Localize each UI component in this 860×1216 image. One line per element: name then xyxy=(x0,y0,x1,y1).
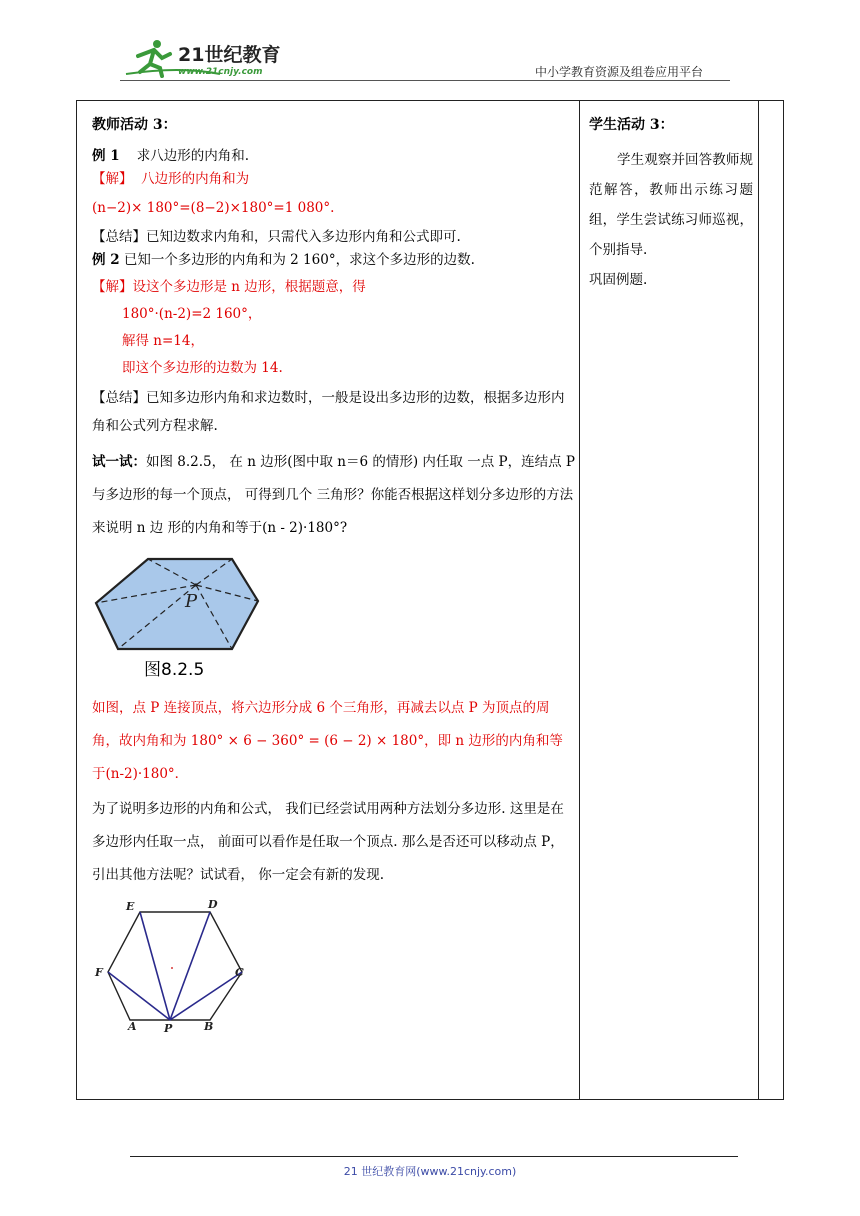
vertex-label-a: A xyxy=(128,1020,137,1032)
logo-text: 21世纪教育 xyxy=(178,44,281,66)
example-2-answer: 即这个多边形的边数为 14. xyxy=(122,360,283,376)
teacher-activity-cell xyxy=(92,114,576,1032)
method-paragraph: 为了说明多边形的内角和公式， 我们已经尝试用两种方法划分多边形. 这里是在多边形内任取一点， 前面可以看作是任取一个顶点. 那么是否还可以移动点 P， 引出其他方法呢？试试看， 你一定会有新的发现. xyxy=(92,801,564,883)
try-it-paragraph: 试一试：如图 8.2.5， 在 n 边形(图中取 n＝6 的情形) 内任取 一点 P，连结点 P 与多边形的每一个顶点， 可得到几个 三角形？你能否根据这样划分多边形的方法来说明 n 边 形的内角和等于(n - 2)·180°? xyxy=(92,454,575,536)
example-2: 例 2 已知一个多边形的内角和为 2 160°，求这个多边形的边数. xyxy=(92,252,475,268)
vertex-label-p: P xyxy=(164,1022,173,1032)
example-1-solution: 【解】 八边形的内角和为 xyxy=(92,171,250,187)
example-1: 例 1 求八边形的内角和. xyxy=(92,148,250,164)
hexagon-edge-point-figure xyxy=(92,896,252,1032)
figure-8-2-5-hexagon xyxy=(92,553,262,657)
vertex-label-b: B xyxy=(204,1020,214,1032)
vertex-label-c: C xyxy=(235,966,244,979)
student-activity-text: 学生观察并回答教师规范解答，教师出示练习题组，学生尝试练习师巡视，个别指导. xyxy=(589,152,753,258)
figure-caption: 图8.2.5 xyxy=(144,660,205,680)
vertex-label-d: D xyxy=(208,898,218,911)
point-p-label: P xyxy=(185,591,198,612)
header-divider xyxy=(120,80,730,81)
logo-url: www.21cnjy.com xyxy=(178,67,263,77)
column-divider xyxy=(758,100,759,1100)
footer-divider xyxy=(130,1156,738,1157)
teacher-heading: 教师活动 3： xyxy=(92,117,177,133)
red-explanation: 如图，点 P 连接顶点，将六边形分成 6 个三角形，再减去以点 P 为顶点的周角，故内角和为 180° × 6 − 360° = (6 − 2) × 180°，即 n 边形的内角和等于(n-2)·180°． xyxy=(92,700,563,782)
vertex-label-e: E xyxy=(126,900,135,913)
student-activity-note: 巩固例题. xyxy=(589,272,648,288)
platform-name: 中小学教育资源及组卷应用平台 xyxy=(535,65,704,79)
example-2-solve: 解得 n=14， xyxy=(122,333,204,349)
student-activity-cell xyxy=(589,114,753,295)
example-2-solution: 【解】设这个多边形是 n 边形，根据题意，得 xyxy=(92,279,366,295)
example-2-equation: 180°·(n-2)=2 160°， xyxy=(122,306,262,322)
student-heading: 学生活动 3： xyxy=(589,117,674,133)
summary-1: 【总结】已知边数求内角和，只需代入多边形内角和公式即可. xyxy=(92,229,461,245)
summary-2: 【总结】已知多边形内角和求边数时，一般是设出多边形的边数，根据多边形内角和公式列方程求解. xyxy=(92,390,565,434)
footer-link[interactable]: 21 世纪教育网(www.21cnjy.com) xyxy=(343,1165,517,1178)
column-divider xyxy=(579,100,580,1100)
site-logo xyxy=(120,34,290,80)
example-1-formula: (n−2)× 180°=(8−2)×180°=1 080°. xyxy=(92,200,335,216)
vertex-label-f: F xyxy=(95,966,103,979)
